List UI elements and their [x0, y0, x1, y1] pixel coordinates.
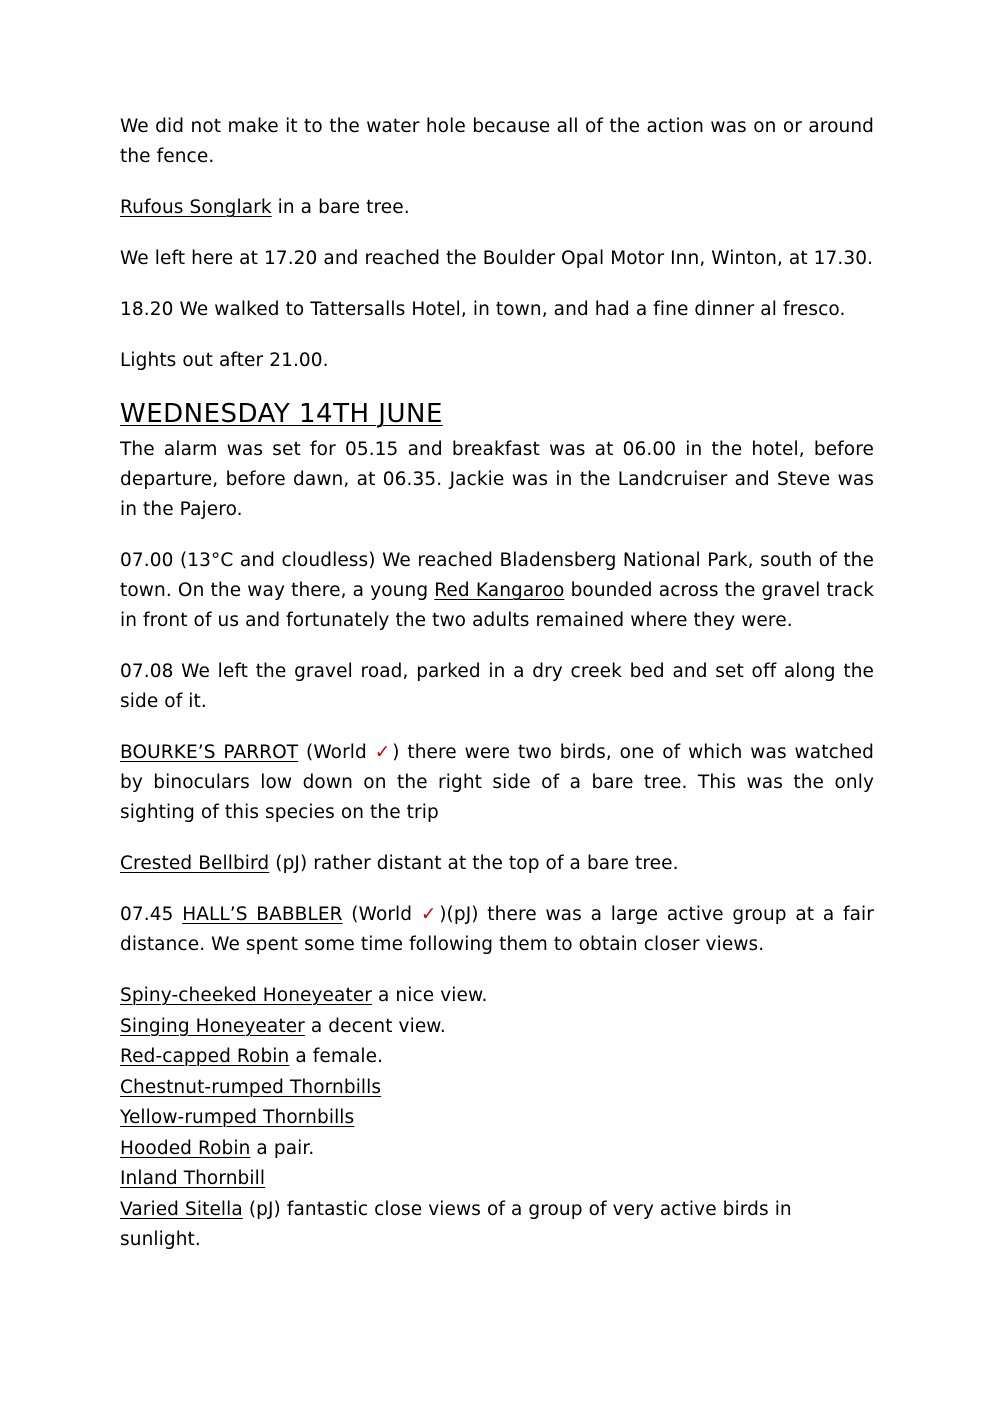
species-list-line [120, 1073, 874, 1104]
text-run: in a bare tree. [271, 197, 410, 218]
checkmark-icon: ✓ [374, 742, 393, 763]
text-run: 07.00 (13°C and cloudless) We reached Bladensberg National Park, south of the town. On the way there, a young [120, 550, 874, 601]
text-run: (pJ) rather distant at the top of a bare tree. [269, 853, 679, 874]
diary-paragraph [120, 112, 874, 172]
diary-paragraph [120, 346, 874, 376]
text-run: (pJ) fantastic close views of a group of very active birds in sunlight. [120, 1198, 792, 1250]
species-name: Varied Sitella [120, 1198, 243, 1220]
diary-paragraph [120, 244, 874, 274]
species-name: Hooded Robin [120, 1137, 251, 1159]
species-list-line [120, 1164, 874, 1195]
text-run: (World [342, 904, 421, 925]
species-list-line [120, 1134, 874, 1165]
species-name: Yellow-rumped Thornbills [120, 1107, 355, 1128]
diary-paragraph [120, 657, 874, 717]
species-name: Red Kangaroo [434, 580, 565, 601]
species-name: Red-capped Robin [120, 1046, 290, 1067]
species-list-line [120, 1042, 874, 1073]
species-name: Rufous Songlark [120, 197, 272, 218]
text-run: )(pJ) there was a large active group at a fair distance. We spent some time following them to obtain closer views. [120, 904, 874, 955]
species-name: BOURKE’S PARROT [120, 742, 299, 763]
text-run: bounded across the gravel track in front of us and fortunately the two adults remained where they were. [120, 580, 875, 631]
text-run: 07.45 [120, 904, 183, 925]
text-run: a decent view. [304, 1015, 446, 1037]
species-name: Singing Honeyeater [120, 1015, 305, 1037]
species-list-line [120, 1012, 874, 1043]
text-run: a pair. [250, 1137, 315, 1159]
diary-paragraph [120, 193, 874, 223]
species-name: Chestnut-rumped Thornbills [120, 1076, 382, 1098]
document-body [120, 112, 874, 1256]
diary-paragraph [120, 546, 874, 636]
text-run: We did not make it to the water hole because all of the action was on or around the fence. [120, 116, 874, 167]
diary-paragraph [120, 738, 874, 828]
text-run: ) there were two birds, one of which was watched by binoculars low down on the right side of a bare tree. This was the only sighting of this species on the trip [120, 742, 874, 823]
text-run: Lights out after 21.00. [120, 350, 329, 371]
text-run: The alarm was set for 05.15 and breakfast was at 06.00 in the hotel, before departure, before dawn, at 06.35. Jackie was in the Landcruiser and Steve was in the Pajero. [120, 439, 874, 520]
species-name: Spiny-cheeked Honeyeater [120, 985, 373, 1006]
diary-paragraph [120, 295, 874, 325]
checkmark-icon: ✓ [420, 904, 440, 925]
text-run: (World [298, 742, 375, 763]
text-run: We left here at 17.20 and reached the Boulder Opal Motor Inn, Winton, at 17.30. [120, 248, 874, 269]
diary-paragraph [120, 900, 874, 960]
species-name: Crested Bellbird [120, 853, 270, 874]
species-name: Inland Thornbill [120, 1168, 266, 1189]
species-name: HALL’S BABBLER [182, 904, 343, 925]
diary-paragraph [120, 849, 874, 879]
species-list-line [120, 981, 874, 1012]
text-run: 18.20 We walked to Tattersalls Hotel, in town, and had a fine dinner al fresco. [120, 299, 846, 320]
text-run: 07.08 We left the gravel road, parked in a dry creek bed and set off along the side of it. [120, 661, 874, 712]
text-run: a female. [289, 1046, 384, 1067]
section-heading-date [120, 397, 874, 431]
text-run: a nice view. [372, 985, 488, 1006]
species-name: WEDNESDAY 14TH JUNE [120, 399, 443, 429]
diary-paragraph [120, 435, 874, 525]
species-list-line [120, 1103, 874, 1134]
species-list-line [120, 1195, 874, 1256]
